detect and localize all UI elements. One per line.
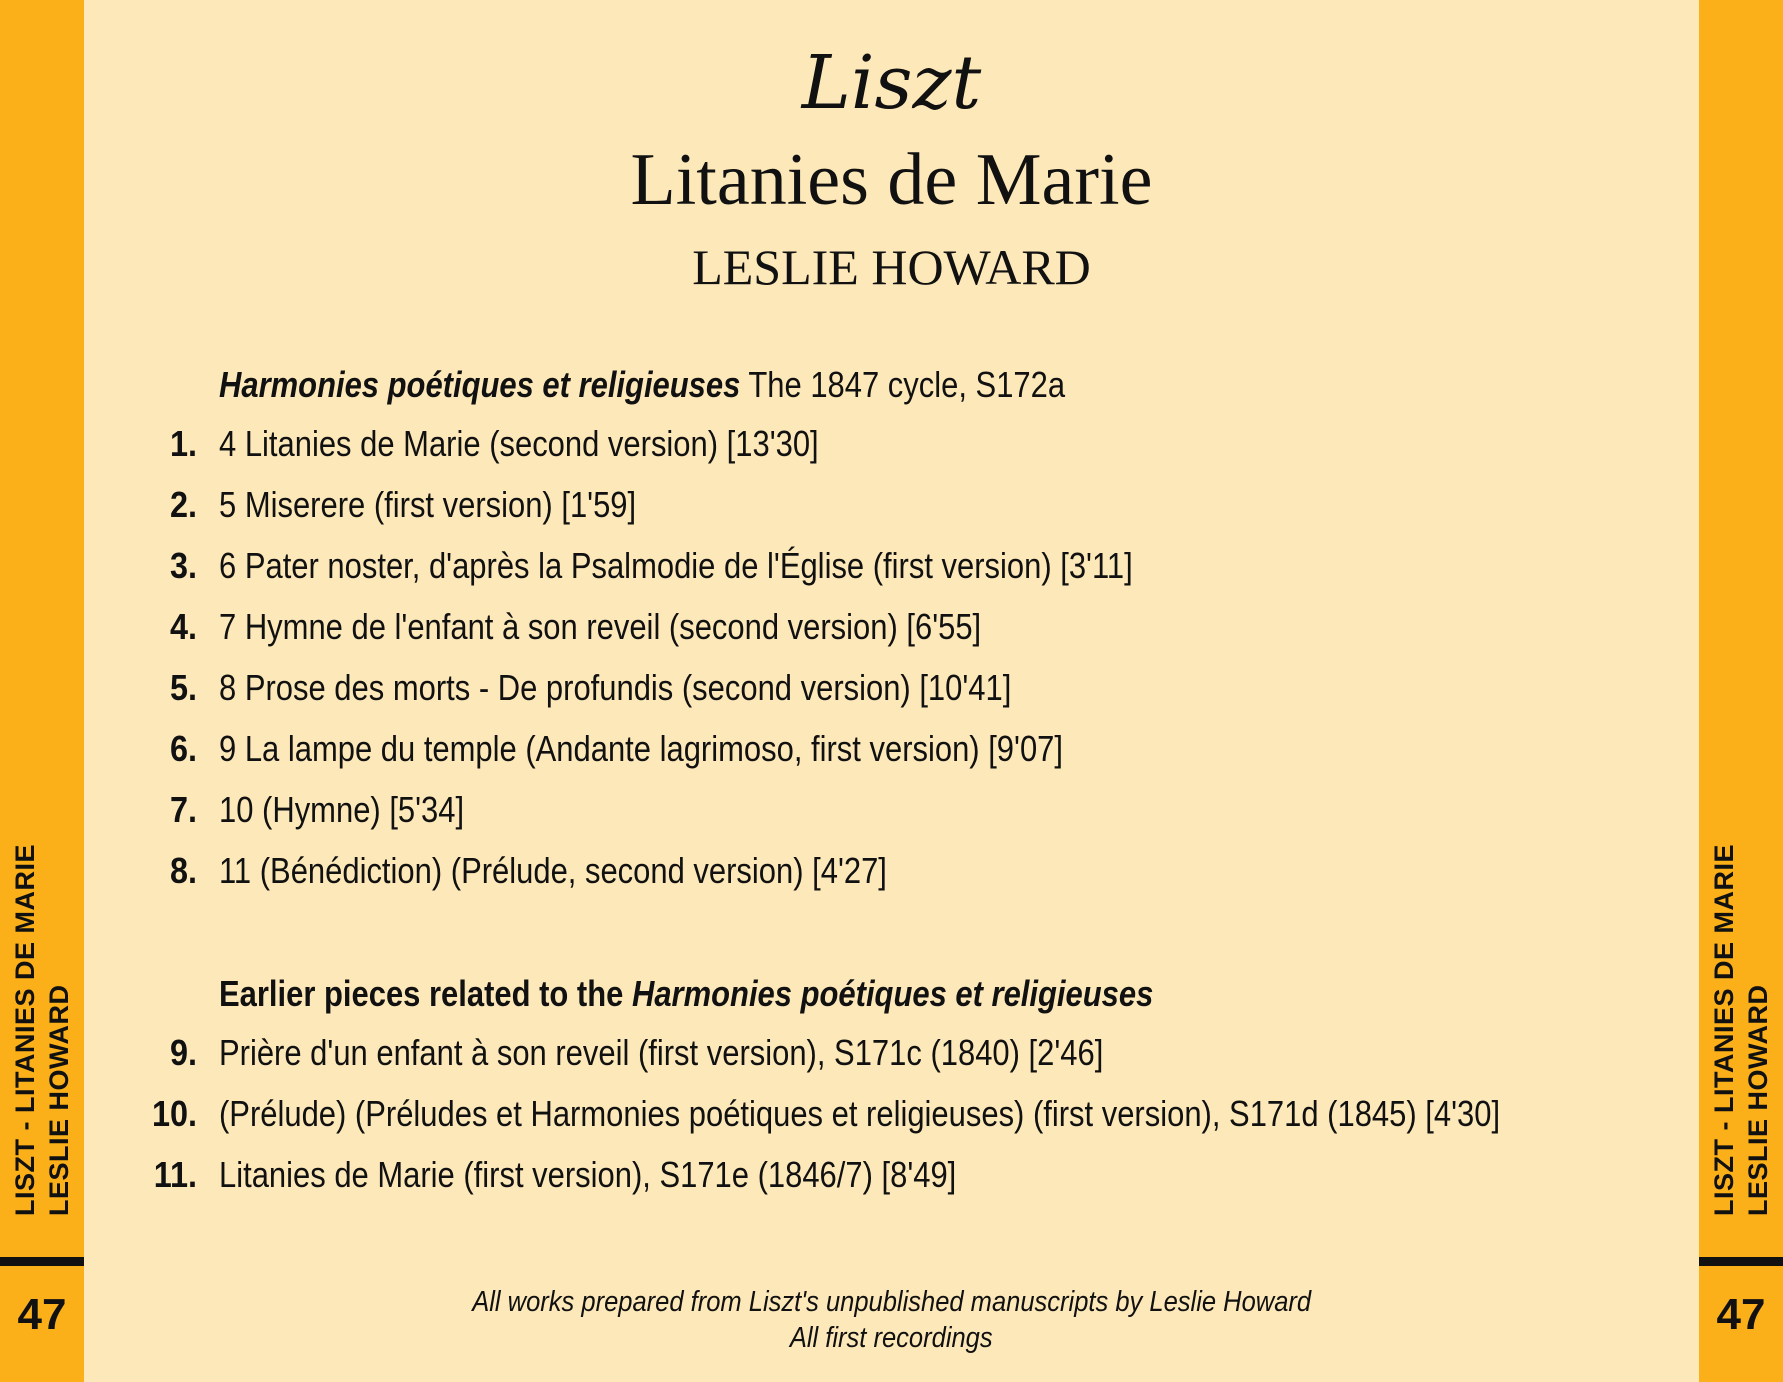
track-number: 10.: [151, 1093, 197, 1134]
track-title: 9 La lampe du temple (Andante lagrimoso, first version) [9'07]: [219, 728, 1063, 769]
track-number: 5.: [169, 667, 197, 708]
track-number: 1.: [169, 423, 197, 464]
track-title: 6 Pater noster, d'après la Psalmodie de l'Église (first version) [3'11]: [219, 545, 1133, 586]
track-title: Prière d'un enfant à son reveil (first version), S171c (1840) [2'46]: [219, 1032, 1104, 1073]
section-heading-1847-cycle: [219, 364, 1065, 406]
track-number: 8.: [169, 850, 197, 891]
composer-name: Liszt: [801, 40, 982, 126]
footer-note-recordings: [0, 1320, 1783, 1356]
footer-note-manuscripts: [0, 1284, 1783, 1320]
section-heading-earlier-pieces: [219, 973, 1153, 1015]
spine-title-line1: LISZT - LITANIES DE MARIE: [1709, 844, 1739, 1216]
spine-title-line1: LISZT - LITANIES DE MARIE: [10, 844, 40, 1216]
track-title: Litanies de Marie (first version), S171e (1846/7) [8'49]: [219, 1154, 957, 1195]
track-title: 10 (Hymne) [5'34]: [219, 789, 465, 830]
section-heading-rest: The 1847 cycle, S172a: [740, 364, 1066, 405]
spine-title: [8, 844, 76, 1216]
footer-line1: All works prepared from Liszt's unpublished manuscripts by Leslie Howard: [472, 1286, 1311, 1318]
spine-catalogue-number: 47: [1716, 1290, 1766, 1339]
spine-title-line2: LESLIE HOWARD: [1743, 984, 1773, 1216]
track-title: 5 Miserere (first version) [1'59]: [219, 484, 637, 525]
track-number: 11.: [153, 1154, 197, 1195]
track-title: 11 (Bénédiction) (Prélude, second version) [4'27]: [219, 850, 887, 891]
spine-divider: [1699, 1257, 1783, 1266]
track-title: 8 Prose des morts - De profundis (second version) [10'41]: [219, 667, 1012, 708]
section-heading-italic: Harmonies poétiques et religieuses: [631, 973, 1154, 1014]
spine-catalogue-number: 47: [17, 1290, 67, 1339]
album-title: Litanies de Marie: [630, 139, 1153, 221]
track-title: 4 Litanies de Marie (second version) [13'30]: [219, 423, 819, 464]
track-title: (Prélude) (Préludes et Harmonies poétiques et religieuses) (first version), S171d (1845) [4'30]: [219, 1093, 1501, 1134]
track-number: 6.: [169, 728, 197, 769]
spine-divider: [0, 1257, 84, 1266]
performer-name: LESLIE HOWARD: [692, 239, 1091, 295]
track-title: 7 Hymne de l'enfant à son reveil (second version) [6'55]: [219, 606, 982, 647]
track-number: 4.: [169, 606, 197, 647]
track-number: 7.: [169, 789, 197, 830]
track-number: 9.: [169, 1032, 197, 1073]
footer-line2: All first recordings: [790, 1322, 993, 1354]
section-heading-bold: Earlier pieces related to the: [219, 973, 632, 1014]
track-number: 2.: [169, 484, 197, 525]
spine-title-line2: LESLIE HOWARD: [44, 984, 74, 1216]
spine-title: [1707, 844, 1775, 1216]
track-number: 3.: [169, 545, 197, 586]
section-heading-italic: Harmonies poétiques et religieuses: [219, 364, 741, 405]
